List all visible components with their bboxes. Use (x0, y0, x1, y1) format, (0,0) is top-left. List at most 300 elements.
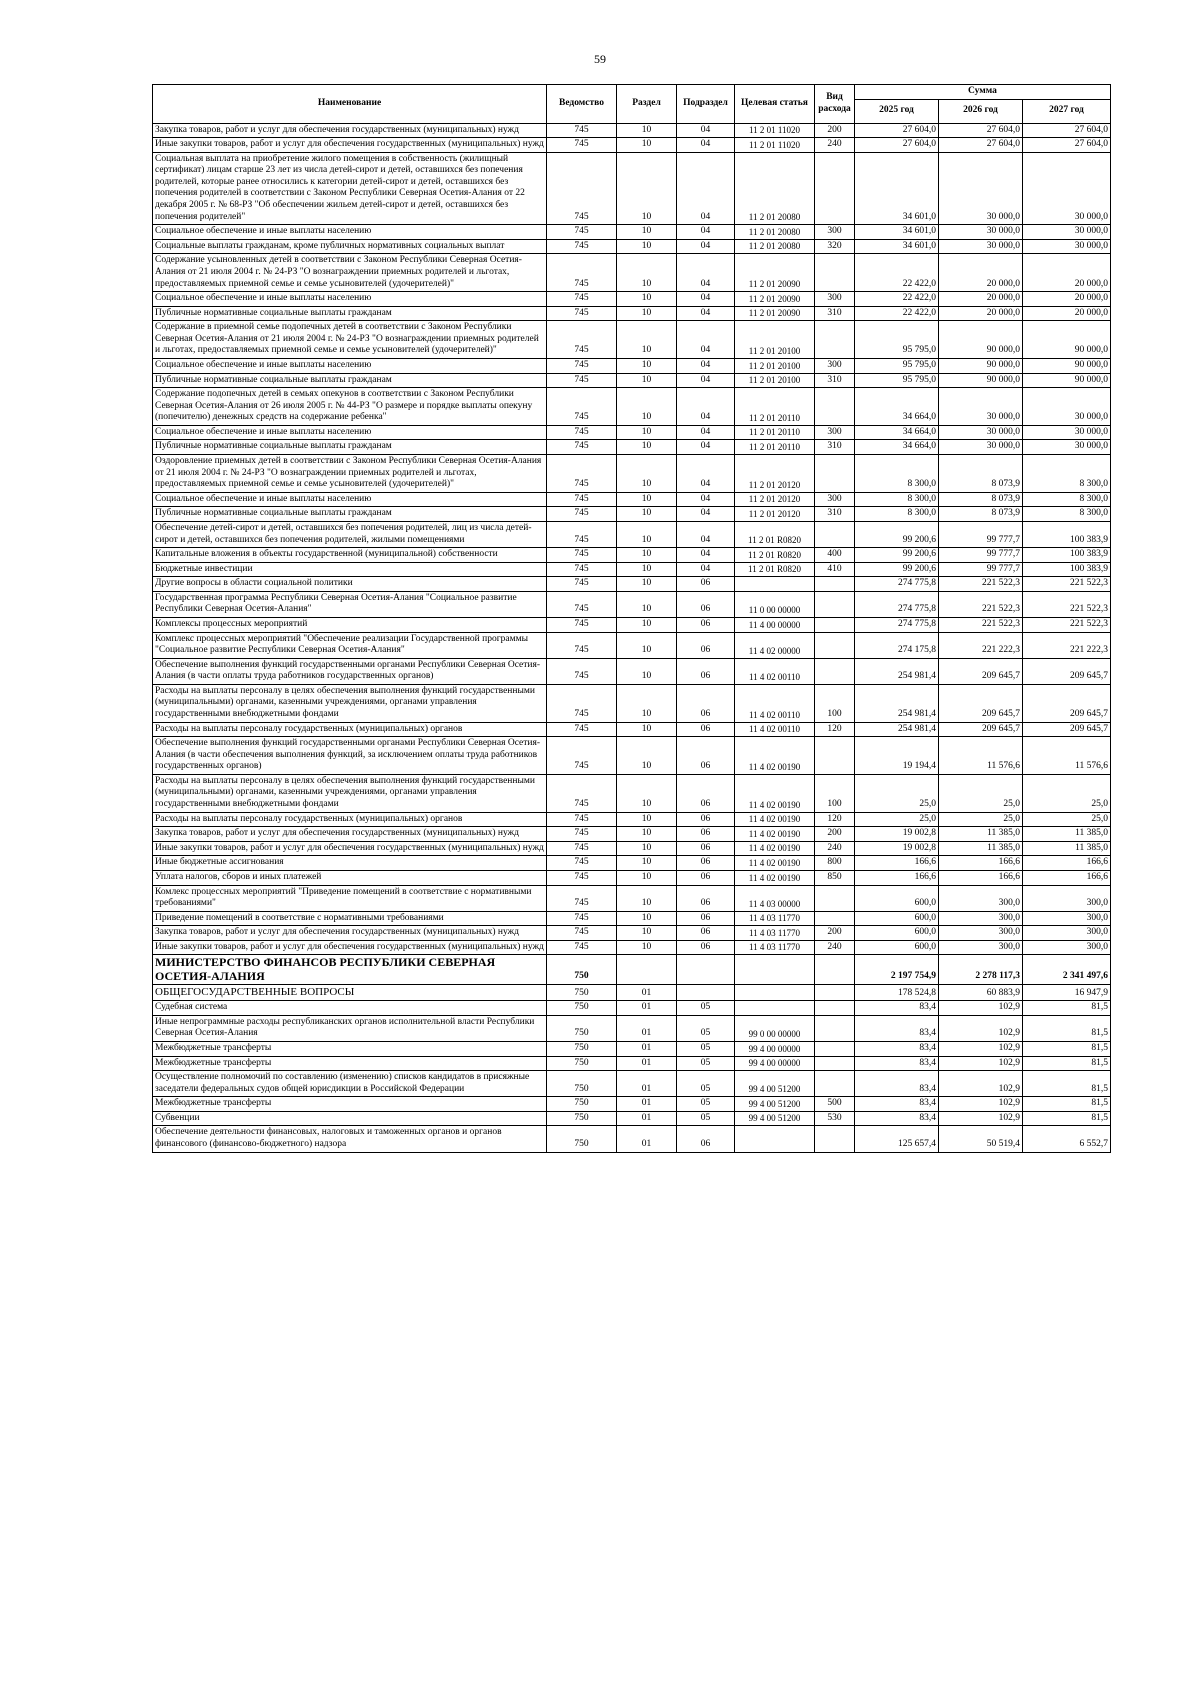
cell-target: 11 2 01 20110 (735, 388, 815, 426)
cell-target: 11 4 02 00000 (735, 632, 815, 658)
cell-razdel: 10 (617, 737, 677, 775)
cell-razdel: 01 (617, 1097, 677, 1112)
cell-target: 11 2 01 20100 (735, 358, 815, 373)
table-body (153, 123, 1111, 1152)
table-row (153, 658, 1111, 684)
cell-podrazdel: 04 (677, 292, 735, 307)
table-row (153, 152, 1111, 224)
cell-name: Обеспечение выполнения функций государственными органами Республики Северная Осетия-Алания (в части оплаты труда работников государственных органов) (153, 658, 547, 684)
cell-razdel: 10 (617, 507, 677, 522)
cell-podrazdel: 05 (677, 1111, 735, 1126)
cell-razdel: 10 (617, 658, 677, 684)
cell-vid (815, 984, 855, 1000)
cell-2026: 8 073,9 (939, 455, 1023, 493)
cell-podrazdel: 06 (677, 926, 735, 941)
cell-2025: 95 795,0 (855, 358, 939, 373)
cell-2026: 102,9 (939, 1041, 1023, 1056)
cell-2025: 274 775,8 (855, 617, 939, 632)
cell-vid: 240 (815, 841, 855, 856)
cell-podrazdel: 06 (677, 870, 735, 885)
cell-target: 99 4 00 51200 (735, 1097, 815, 1112)
cell-2026: 102,9 (939, 1001, 1023, 1016)
cell-2025: 178 524,8 (855, 984, 939, 1000)
cell-2026: 102,9 (939, 1071, 1023, 1097)
cell-vedomstvo: 745 (547, 658, 617, 684)
cell-name: Публичные нормативные социальные выплаты гражданам (153, 373, 547, 388)
cell-vedomstvo: 750 (547, 1001, 617, 1016)
cell-razdel (617, 955, 677, 984)
cell-podrazdel: 06 (677, 632, 735, 658)
table-row (153, 737, 1111, 775)
cell-2026: 221 222,3 (939, 632, 1023, 658)
cell-2025: 99 200,6 (855, 562, 939, 577)
cell-vid (815, 632, 855, 658)
cell-vid: 320 (815, 239, 855, 254)
header-razdel: Раздел (617, 85, 677, 124)
cell-razdel: 10 (617, 239, 677, 254)
cell-2027: 27 604,0 (1023, 138, 1111, 153)
cell-vedomstvo: 750 (547, 1111, 617, 1126)
cell-vid (815, 521, 855, 547)
cell-2027: 81,5 (1023, 1001, 1111, 1016)
cell-name: Иные закупки товаров, работ и услуг для обеспечения государственных (муниципальных) нужд (153, 138, 547, 153)
cell-name: Содержание в приемной семье подопечных детей в соответствии с Законом Республики Северная Осетия-Алания от 21 июля 2004 г. № 24-РЗ "О вознаграждении приемных родителей и льготах, предоставляемых приемной семье и семье усыновителей (удочерителей)" (153, 321, 547, 359)
cell-name: Социальное обеспечение и иные выплаты населению (153, 358, 547, 373)
cell-name: Иные закупки товаров, работ и услуг для обеспечения государственных (муниципальных) нужд (153, 841, 547, 856)
table-row (153, 1056, 1111, 1071)
table-row (153, 292, 1111, 307)
cell-2027: 81,5 (1023, 1111, 1111, 1126)
cell-2025: 83,4 (855, 1015, 939, 1041)
cell-name: Уплата налогов, сборов и иных платежей (153, 870, 547, 885)
cell-podrazdel: 04 (677, 440, 735, 455)
cell-name: Судебная система (153, 1001, 547, 1016)
cell-razdel: 10 (617, 373, 677, 388)
cell-vid: 400 (815, 548, 855, 563)
cell-2027: 11 385,0 (1023, 841, 1111, 856)
cell-vid: 240 (815, 940, 855, 955)
cell-vedomstvo: 745 (547, 774, 617, 812)
cell-2025: 83,4 (855, 1071, 939, 1097)
cell-2026: 102,9 (939, 1097, 1023, 1112)
cell-vid: 300 (815, 292, 855, 307)
cell-2026: 99 777,7 (939, 562, 1023, 577)
cell-vedomstvo: 745 (547, 321, 617, 359)
cell-target: 11 4 02 00190 (735, 812, 815, 827)
cell-podrazdel: 04 (677, 548, 735, 563)
cell-2027: 90 000,0 (1023, 358, 1111, 373)
table-row (153, 940, 1111, 955)
cell-podrazdel: 04 (677, 521, 735, 547)
cell-razdel: 10 (617, 492, 677, 507)
cell-vid: 120 (815, 812, 855, 827)
cell-2025: 34 601,0 (855, 239, 939, 254)
cell-2027: 30 000,0 (1023, 239, 1111, 254)
cell-razdel: 01 (617, 1126, 677, 1152)
cell-vid (815, 658, 855, 684)
cell-podrazdel: 06 (677, 658, 735, 684)
cell-vedomstvo: 750 (547, 1126, 617, 1152)
cell-2025: 8 300,0 (855, 455, 939, 493)
table-row (153, 1041, 1111, 1056)
cell-name: Комплекс процессных мероприятий "Обеспечение реализации Государственной программы "Социальное развитие Республики Северная Осетия-Алания" (153, 632, 547, 658)
cell-target: 11 2 01 20120 (735, 455, 815, 493)
cell-2027: 166,6 (1023, 870, 1111, 885)
cell-name: Публичные нормативные социальные выплаты гражданам (153, 440, 547, 455)
cell-target: 11 2 01 20110 (735, 425, 815, 440)
cell-2026: 11 385,0 (939, 827, 1023, 842)
header-vid: Вид расхода (815, 85, 855, 124)
cell-2027: 6 552,7 (1023, 1126, 1111, 1152)
cell-razdel: 10 (617, 425, 677, 440)
cell-vedomstvo: 745 (547, 152, 617, 224)
cell-target: 11 4 02 00190 (735, 856, 815, 871)
table-row (153, 722, 1111, 737)
cell-2027: 300,0 (1023, 885, 1111, 911)
cell-podrazdel: 04 (677, 455, 735, 493)
cell-target (735, 984, 815, 1000)
cell-vid (815, 591, 855, 617)
cell-podrazdel: 06 (677, 577, 735, 592)
cell-2025: 34 664,0 (855, 440, 939, 455)
table-row (153, 321, 1111, 359)
table-row (153, 1111, 1111, 1126)
cell-name: Публичные нормативные социальные выплаты гражданам (153, 507, 547, 522)
table-row (153, 617, 1111, 632)
table-row (153, 812, 1111, 827)
cell-vedomstvo: 745 (547, 492, 617, 507)
cell-vedomstvo: 745 (547, 548, 617, 563)
cell-target: 11 2 01 20100 (735, 373, 815, 388)
cell-2026: 30 000,0 (939, 425, 1023, 440)
cell-2026: 11 576,6 (939, 737, 1023, 775)
cell-name: Обеспечение деятельности финансовых, налоговых и таможенных органов и органов финансового (финансово-бюджетного) надзора (153, 1126, 547, 1152)
table-row (153, 440, 1111, 455)
table-row (153, 632, 1111, 658)
cell-2027: 81,5 (1023, 1056, 1111, 1071)
table-row (153, 373, 1111, 388)
cell-2025: 27 604,0 (855, 138, 939, 153)
cell-target: 11 4 02 00110 (735, 658, 815, 684)
cell-name: Иные закупки товаров, работ и услуг для обеспечения государственных (муниципальных) нужд (153, 940, 547, 955)
table-row (153, 225, 1111, 240)
cell-vedomstvo: 745 (547, 440, 617, 455)
cell-podrazdel: 04 (677, 562, 735, 577)
cell-2026: 20 000,0 (939, 292, 1023, 307)
cell-vid (815, 455, 855, 493)
cell-razdel: 10 (617, 562, 677, 577)
cell-podrazdel: 06 (677, 827, 735, 842)
cell-name: Публичные нормативные социальные выплаты гражданам (153, 306, 547, 321)
cell-podrazdel: 04 (677, 425, 735, 440)
cell-target: 11 4 03 11770 (735, 940, 815, 955)
cell-2027: 30 000,0 (1023, 388, 1111, 426)
cell-vedomstvo: 745 (547, 870, 617, 885)
cell-target (735, 577, 815, 592)
cell-2025: 83,4 (855, 1001, 939, 1016)
table-row (153, 1015, 1111, 1041)
cell-podrazdel: 06 (677, 911, 735, 926)
cell-2026: 209 645,7 (939, 722, 1023, 737)
cell-name: ОБЩЕГОСУДАРСТВЕННЫЕ ВОПРОСЫ (153, 984, 547, 1000)
cell-razdel: 10 (617, 152, 677, 224)
cell-vid: 240 (815, 138, 855, 153)
cell-razdel: 10 (617, 684, 677, 722)
cell-2026: 50 519,4 (939, 1126, 1023, 1152)
cell-2026: 11 385,0 (939, 841, 1023, 856)
cell-vid: 530 (815, 1111, 855, 1126)
cell-vid (815, 1071, 855, 1097)
cell-vedomstvo: 745 (547, 425, 617, 440)
cell-target: 11 4 02 00110 (735, 684, 815, 722)
cell-vid: 500 (815, 1097, 855, 1112)
cell-2025: 254 981,4 (855, 684, 939, 722)
cell-razdel: 10 (617, 123, 677, 138)
cell-2026: 102,9 (939, 1111, 1023, 1126)
cell-podrazdel: 06 (677, 856, 735, 871)
table-row (153, 562, 1111, 577)
cell-2026: 30 000,0 (939, 225, 1023, 240)
cell-podrazdel: 04 (677, 138, 735, 153)
table-row (153, 306, 1111, 321)
cell-name: Комлекс процессных мероприятий "Приведение помещений в соответствие с нормативными требованиями" (153, 885, 547, 911)
cell-vedomstvo: 745 (547, 737, 617, 775)
cell-2027: 16 947,9 (1023, 984, 1111, 1000)
cell-2025: 166,6 (855, 856, 939, 871)
table-row (153, 455, 1111, 493)
cell-2027: 221 522,3 (1023, 617, 1111, 632)
cell-name: Субвенции (153, 1111, 547, 1126)
table-row (153, 358, 1111, 373)
cell-vedomstvo: 745 (547, 722, 617, 737)
cell-target: 11 4 02 00110 (735, 722, 815, 737)
cell-2027: 30 000,0 (1023, 425, 1111, 440)
cell-name: Социальное обеспечение и иные выплаты населению (153, 492, 547, 507)
cell-vedomstvo: 745 (547, 911, 617, 926)
cell-vedomstvo: 745 (547, 841, 617, 856)
cell-2025: 25,0 (855, 812, 939, 827)
cell-podrazdel: 06 (677, 812, 735, 827)
cell-2025: 274 175,8 (855, 632, 939, 658)
cell-2026: 20 000,0 (939, 254, 1023, 292)
cell-name: Бюджетные инвестиции (153, 562, 547, 577)
cell-2027: 27 604,0 (1023, 123, 1111, 138)
cell-2026: 2 278 117,3 (939, 955, 1023, 984)
cell-2027: 30 000,0 (1023, 225, 1111, 240)
cell-name: Социальное обеспечение и иные выплаты населению (153, 292, 547, 307)
cell-2026: 221 522,3 (939, 577, 1023, 592)
cell-target: 11 4 00 00000 (735, 617, 815, 632)
cell-target: 11 2 01 R0820 (735, 548, 815, 563)
cell-2027: 11 385,0 (1023, 827, 1111, 842)
cell-2026: 20 000,0 (939, 306, 1023, 321)
cell-2025: 8 300,0 (855, 492, 939, 507)
cell-2026: 300,0 (939, 885, 1023, 911)
cell-2027: 81,5 (1023, 1041, 1111, 1056)
cell-podrazdel: 05 (677, 1015, 735, 1041)
cell-razdel: 10 (617, 841, 677, 856)
cell-vedomstvo: 745 (547, 292, 617, 307)
cell-razdel: 10 (617, 548, 677, 563)
cell-podrazdel: 05 (677, 1056, 735, 1071)
cell-target: 11 2 01 11020 (735, 138, 815, 153)
header-2026: 2026 год (939, 99, 1023, 123)
cell-2026: 30 000,0 (939, 440, 1023, 455)
cell-2027: 11 576,6 (1023, 737, 1111, 775)
cell-target: 11 2 01 20090 (735, 254, 815, 292)
cell-2026: 25,0 (939, 812, 1023, 827)
table-row (153, 239, 1111, 254)
cell-razdel: 10 (617, 388, 677, 426)
cell-target: 11 4 02 00190 (735, 870, 815, 885)
cell-2026: 8 073,9 (939, 492, 1023, 507)
cell-2025: 600,0 (855, 911, 939, 926)
cell-2027: 2 341 497,6 (1023, 955, 1111, 984)
cell-name: Закупка товаров, работ и услуг для обеспечения государственных (муниципальных) нужд (153, 827, 547, 842)
cell-2026: 8 073,9 (939, 507, 1023, 522)
cell-2026: 102,9 (939, 1056, 1023, 1071)
cell-vedomstvo: 750 (547, 1056, 617, 1071)
cell-name: Обеспечение детей-сирот и детей, оставшихся без попечения родителей, лиц из числа детей-сирот и детей, оставшихся без попечения родителей, жилыми помещениями (153, 521, 547, 547)
table-row (153, 684, 1111, 722)
table-row (153, 1001, 1111, 1016)
cell-2025: 83,4 (855, 1111, 939, 1126)
cell-podrazdel: 06 (677, 684, 735, 722)
cell-name: Социальные выплаты гражданам, кроме публичных нормативных социальных выплат (153, 239, 547, 254)
cell-podrazdel: 06 (677, 591, 735, 617)
cell-2027: 90 000,0 (1023, 321, 1111, 359)
cell-razdel: 10 (617, 940, 677, 955)
cell-2025: 34 601,0 (855, 225, 939, 240)
page-number: 59 (594, 52, 606, 66)
header-summa: Сумма (855, 85, 1111, 100)
cell-2026: 90 000,0 (939, 321, 1023, 359)
cell-vedomstvo: 745 (547, 940, 617, 955)
cell-name: Расходы на выплаты персоналу государственных (муниципальных) органов (153, 722, 547, 737)
cell-target: 11 4 03 11770 (735, 926, 815, 941)
cell-name: Межбюджетные трансферты (153, 1041, 547, 1056)
table-row (153, 138, 1111, 153)
cell-name: Закупка товаров, работ и услуг для обеспечения государственных (муниципальных) нужд (153, 926, 547, 941)
cell-2027: 300,0 (1023, 911, 1111, 926)
cell-vid (815, 617, 855, 632)
cell-podrazdel: 05 (677, 1071, 735, 1097)
cell-vedomstvo: 745 (547, 684, 617, 722)
cell-2027: 30 000,0 (1023, 440, 1111, 455)
cell-podrazdel: 04 (677, 225, 735, 240)
cell-name: Иные бюджетные ассигнования (153, 856, 547, 871)
budget-table (152, 84, 1111, 1153)
cell-name: Расходы на выплаты персоналу в целях обеспечения выполнения функций государственными (муниципальными) органами, казенными учреждениями, органами управления государственными внебюджетными фондами (153, 684, 547, 722)
cell-target: 11 2 01 R0820 (735, 521, 815, 547)
cell-2025: 99 200,6 (855, 521, 939, 547)
cell-target: 11 4 03 00000 (735, 885, 815, 911)
cell-vid: 100 (815, 774, 855, 812)
cell-razdel: 01 (617, 1041, 677, 1056)
cell-vid (815, 152, 855, 224)
table-row (153, 926, 1111, 941)
cell-2026: 30 000,0 (939, 152, 1023, 224)
cell-vid (815, 1056, 855, 1071)
cell-target: 99 4 00 51200 (735, 1071, 815, 1097)
cell-name: Государственная программа Республики Северная Осетия-Алания "Социальное развитие Республики Северная Осетия-Алания" (153, 591, 547, 617)
cell-2027: 209 645,7 (1023, 658, 1111, 684)
cell-2027: 221 522,3 (1023, 577, 1111, 592)
cell-name: Оздоровление приемных детей в соответствии с Законом Республики Северная Осетия-Алания от 21 июля 2004 г. № 24-РЗ "О вознаграждении приемных родителей и льготах, предоставляемых приемной семье и семье усыновителей (удочерителей)" (153, 455, 547, 493)
table-row (153, 507, 1111, 522)
cell-vedomstvo: 745 (547, 827, 617, 842)
cell-vid: 200 (815, 926, 855, 941)
cell-razdel: 10 (617, 856, 677, 871)
cell-razdel: 10 (617, 926, 677, 941)
cell-2026: 209 645,7 (939, 684, 1023, 722)
cell-2027: 25,0 (1023, 812, 1111, 827)
cell-2027: 300,0 (1023, 940, 1111, 955)
cell-podrazdel: 04 (677, 321, 735, 359)
cell-razdel: 01 (617, 1015, 677, 1041)
cell-2027: 100 383,9 (1023, 548, 1111, 563)
cell-vid (815, 1001, 855, 1016)
cell-name: Социальное обеспечение и иные выплаты населению (153, 425, 547, 440)
cell-2025: 83,4 (855, 1041, 939, 1056)
cell-vid (815, 577, 855, 592)
cell-podrazdel (677, 984, 735, 1000)
cell-razdel: 10 (617, 722, 677, 737)
cell-name: Межбюджетные трансферты (153, 1056, 547, 1071)
cell-razdel: 10 (617, 455, 677, 493)
cell-2027: 100 383,9 (1023, 562, 1111, 577)
cell-vedomstvo: 745 (547, 521, 617, 547)
cell-2027: 166,6 (1023, 856, 1111, 871)
cell-vid: 100 (815, 684, 855, 722)
cell-vid (815, 911, 855, 926)
cell-razdel: 10 (617, 321, 677, 359)
cell-podrazdel: 04 (677, 373, 735, 388)
cell-2025: 600,0 (855, 885, 939, 911)
cell-vedomstvo: 745 (547, 138, 617, 153)
cell-vid (815, 885, 855, 911)
cell-name: Содержание подопечных детей в семьях опекунов в соответствии с Законом Республики Северная Осетия-Алания от 26 июля 2005 г. № 44-РЗ "О размере и порядке выплаты опекуну (попечителю) денежных средств на содержание ребенка" (153, 388, 547, 426)
cell-target: 11 2 01 20100 (735, 321, 815, 359)
cell-vedomstvo: 745 (547, 388, 617, 426)
cell-vedomstvo: 745 (547, 254, 617, 292)
cell-vedomstvo: 750 (547, 1097, 617, 1112)
cell-2027: 20 000,0 (1023, 254, 1111, 292)
cell-2025: 22 422,0 (855, 292, 939, 307)
cell-vedomstvo: 745 (547, 507, 617, 522)
cell-razdel: 01 (617, 1056, 677, 1071)
cell-name: МИНИСТЕРСТВО ФИНАНСОВ РЕСПУБЛИКИ СЕВЕРНАЯ ОСЕТИЯ-АЛАНИЯ (153, 955, 547, 984)
cell-2025: 274 775,8 (855, 577, 939, 592)
cell-podrazdel: 04 (677, 123, 735, 138)
cell-podrazdel: 04 (677, 492, 735, 507)
cell-2027: 300,0 (1023, 926, 1111, 941)
table-row (153, 870, 1111, 885)
cell-vid (815, 737, 855, 775)
cell-2025: 19 002,8 (855, 841, 939, 856)
cell-target: 11 2 01 20120 (735, 492, 815, 507)
cell-name: Иные непрограммные расходы республиканских органов исполнительной власти Республики Северная Осетия-Алания (153, 1015, 547, 1041)
cell-2026: 209 645,7 (939, 658, 1023, 684)
table-row (153, 548, 1111, 563)
cell-target: 11 2 01 20080 (735, 239, 815, 254)
table-header (153, 85, 1111, 124)
cell-2026: 102,9 (939, 1015, 1023, 1041)
cell-2026: 221 522,3 (939, 617, 1023, 632)
header-2025: 2025 год (855, 99, 939, 123)
cell-razdel: 10 (617, 358, 677, 373)
cell-target: 11 2 01 20080 (735, 152, 815, 224)
